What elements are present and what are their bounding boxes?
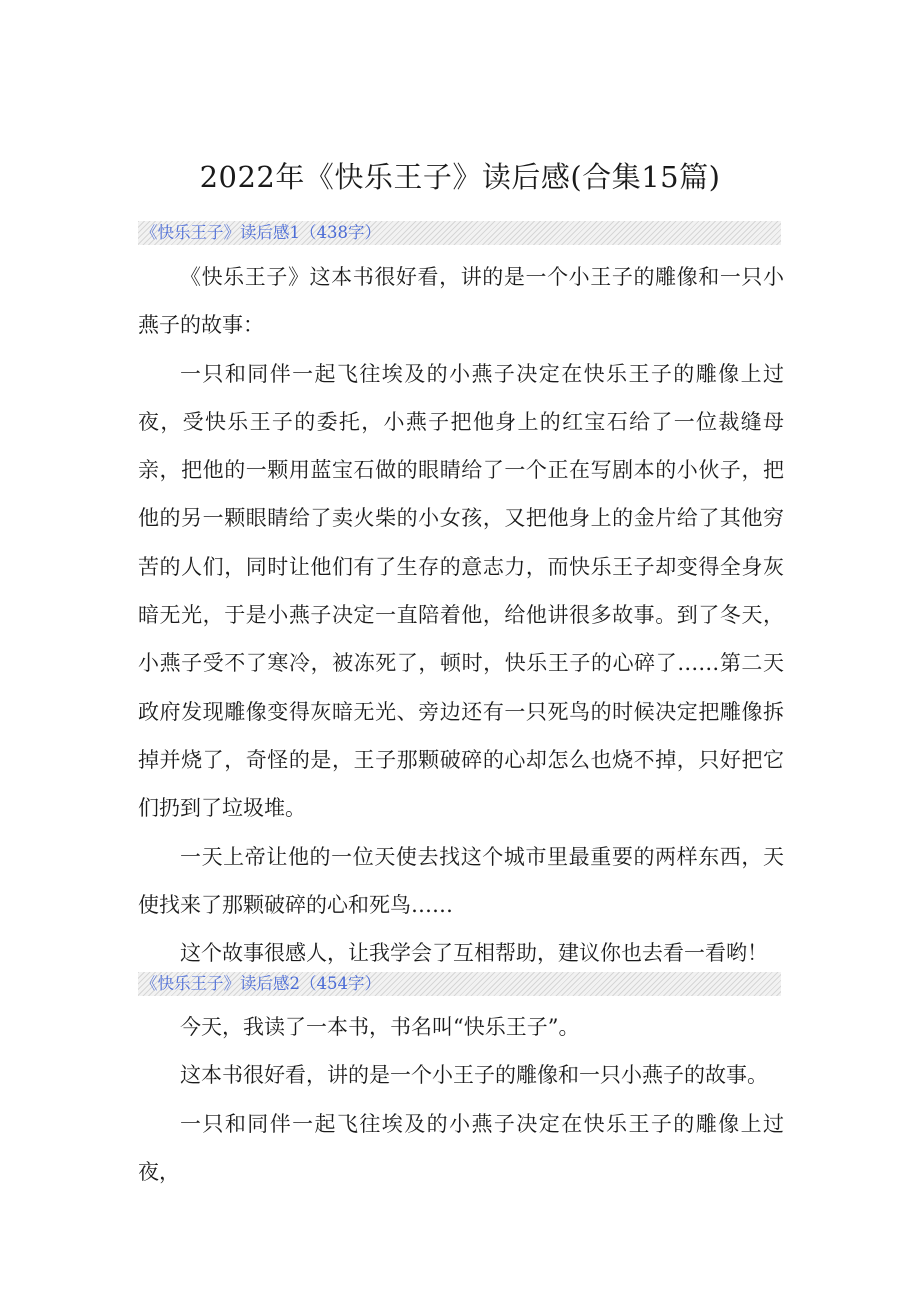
paragraph: 一只和同伴一起飞往埃及的小燕子决定在快乐王子的雕像上过夜，受快乐王子的委托，小燕子把他身上的红宝石给了一位裁缝母亲，把他的一颗用蓝宝石做的眼睛给了一个正在写剧本的小伙子，把他的另一颗眼睛给了卖火柴的小女孩，又把他身上的金片给了其他穷苦的人们，同时让他们有了生存的意志力，而快乐王子却变得全身灰暗无光，于是小燕子决定一直陪着他，给他讲很多故事。到了冬天，小燕子受不了寒冷，被冻死了，顿时，快乐王子的心碎了……第二天政府发现雕像变得灰暗无光、旁边还有一只死鸟的时候决定把雕像拆掉并烧了，奇怪的是，王子那颗破碎的心却怎么也烧不掉，只好把它们扔到了垃圾堆。	[138, 361, 784, 821]
section-body-1	[138, 253, 784, 977]
section-body-2	[138, 1003, 784, 1196]
section-heading-2: 《快乐王子》读后感2（454字）	[138, 972, 781, 996]
paragraph: 这本书很好看，讲的是一个小王子的雕像和一只小燕子的故事。	[180, 1063, 768, 1088]
section-heading-1: 《快乐王子》读后感1（438字）	[138, 221, 781, 245]
paragraph: 这个故事很感人，让我学会了互相帮助，建议你也去看一看哟！	[180, 941, 768, 966]
paragraph: 今天，我读了一本书，书名叫“快乐王子”。	[180, 1015, 580, 1039]
paragraph: 《快乐王子》这本书很好看，讲的是一个小王子的雕像和一只小燕子的故事：	[138, 265, 784, 338]
paragraph: 一只和同伴一起飞往埃及的小燕子决定在快乐王子的雕像上过夜，	[138, 1111, 784, 1184]
paragraph: 一天上帝让他的一位天使去找这个城市里最重要的两样东西，天使找来了那颗破碎的心和死鸟……	[138, 844, 784, 917]
document-title: 2022年《快乐王子》读后感(合集15篇)	[199, 160, 721, 195]
